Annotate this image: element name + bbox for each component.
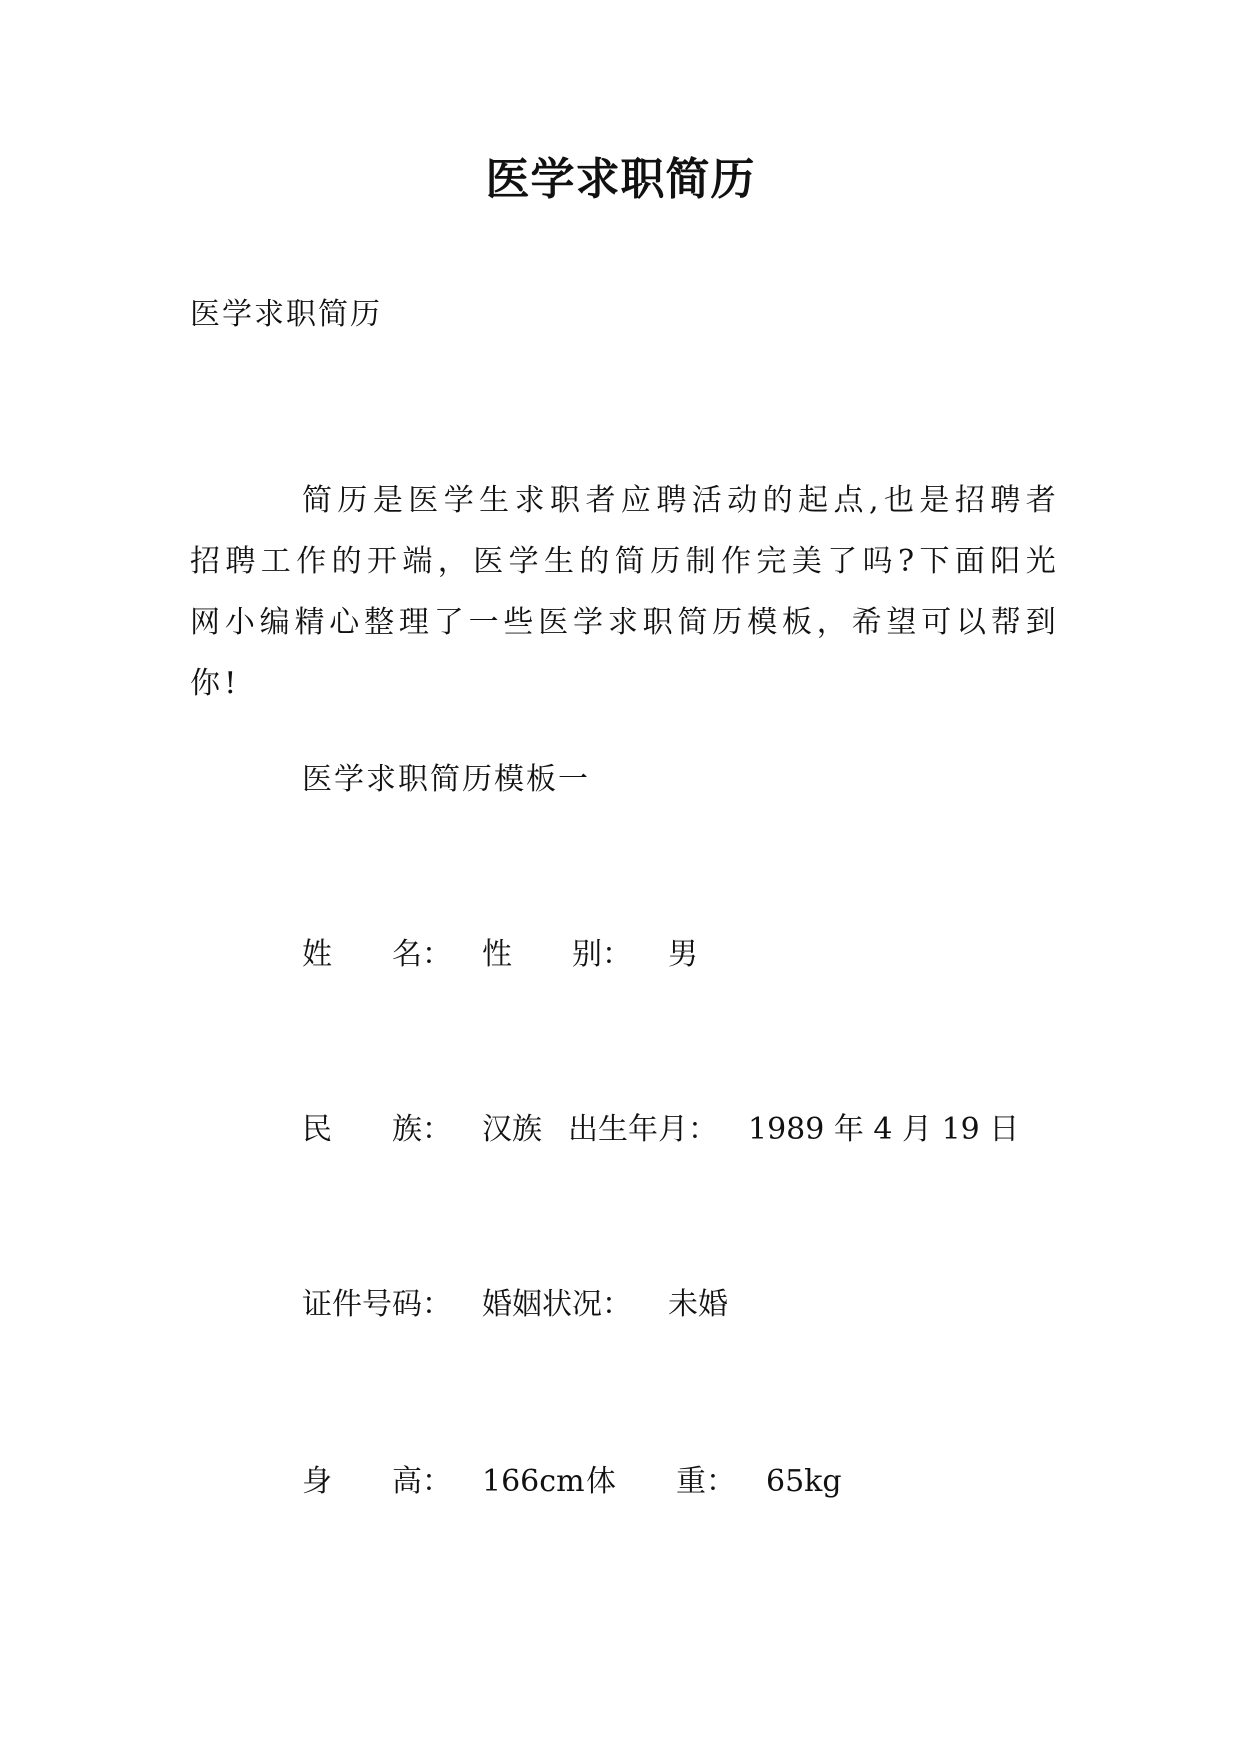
weight-value: 65kg — [766, 1464, 842, 1499]
ethnicity-label: 民 族： — [302, 1112, 452, 1147]
marital-value: 未婚 — [668, 1287, 728, 1322]
name-label: 姓 名： — [302, 937, 452, 972]
intro-paragraph: 简历是医学生求职者应聘活动的起点,也是招聘者招聘工作的开端，医学生的简历制作完美了吗?下面阳光网小编精心整理了一些医学求职简历模板，希望可以帮到你! — [190, 483, 1060, 701]
marital-label: 婚姻状况： — [482, 1287, 632, 1322]
birth-value: 1989 年 4 月 19 日 — [748, 1112, 1020, 1147]
id-label: 证件号码： — [302, 1287, 452, 1322]
ethnicity-value: 汉族 — [482, 1112, 542, 1147]
height-label: 身 高： — [302, 1464, 452, 1499]
document-subtitle: 医学求职简历 — [190, 297, 382, 332]
section-heading: 医学求职简历模板一 — [302, 762, 590, 797]
gender-label: 性 别： — [482, 937, 632, 972]
document-title: 医学求职简历 — [485, 154, 756, 205]
weight-label: 体 重： — [586, 1464, 736, 1499]
gender-value: 男 — [668, 937, 698, 972]
height-value: 166cm — [482, 1464, 585, 1499]
birth-label: 出生年月： — [568, 1112, 718, 1147]
